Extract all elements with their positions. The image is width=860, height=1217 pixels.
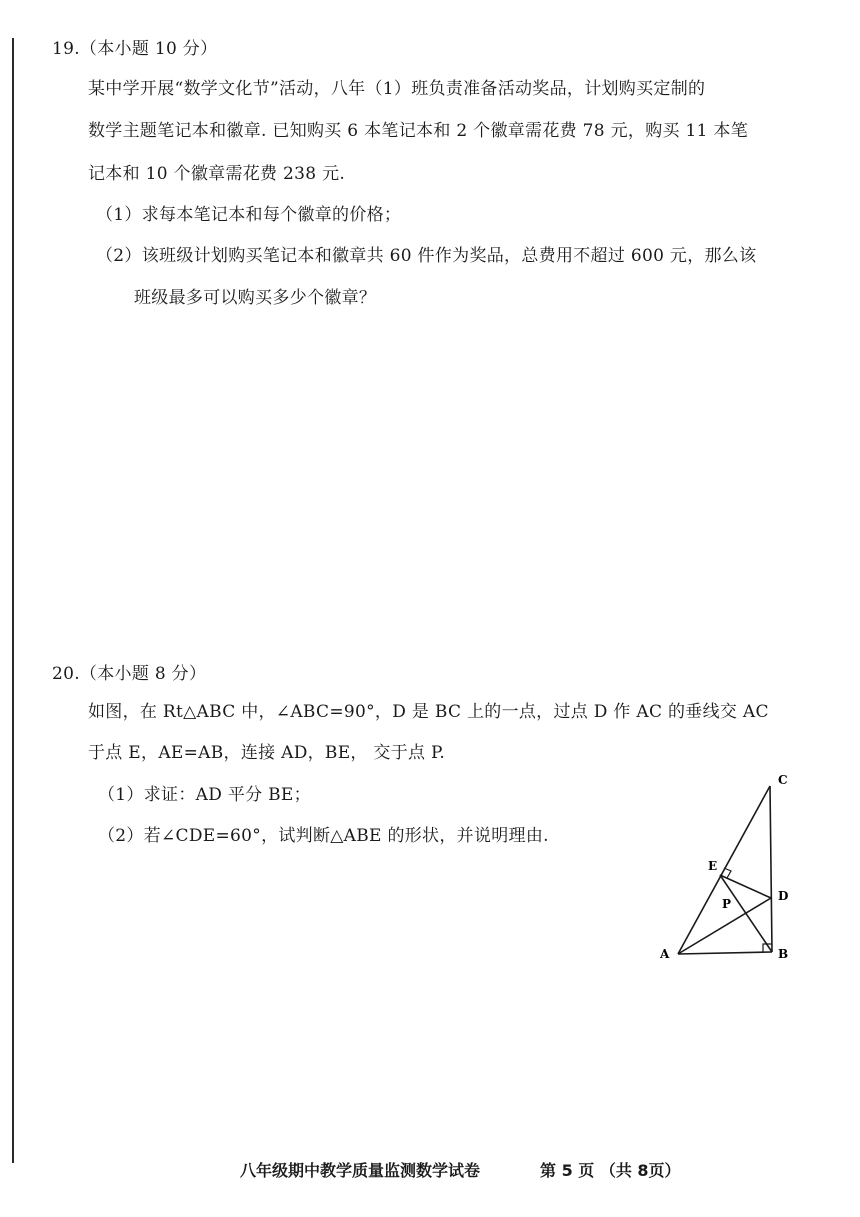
footer-title: 八年级期中教学质量监测数学试卷 [240,1161,481,1180]
footer-page-number: 第 5 页 （共 8页） [540,1161,681,1180]
triangle-figure [650,770,800,970]
label-a: A [660,947,670,961]
label-p: P [722,897,732,911]
label-b: B [778,947,789,961]
label-e: E [708,859,718,873]
label-c: C [778,773,788,787]
q20-header: 20.（本小题 8 分） [52,664,207,684]
segment-cb [770,786,772,952]
q19-stem-line-2: 数学主题笔记本和徽章. 已知购买 6 本笔记本和 2 个徽章需花费 78 元，购买 11 本笔 [88,121,749,141]
segment-ab [678,952,772,954]
q19-part-2-line-1: （2）该班级计划购买笔记本和徽章共 60 件作为奖品，总费用不超过 600 元，那么该 [96,246,757,266]
q20-part-1: （1）求证：AD 平分 BE； [98,785,311,805]
q20-part-2: （2）若∠CDE=60°，试判断△ABE 的形状，并说明理由. [98,826,549,846]
label-d: D [778,889,789,903]
q19-part-1: （1）求每本笔记本和每个徽章的价格； [96,205,402,225]
q20-stem-line-1: 如图，在 Rt△ABC 中，∠ABC=90°，D 是 BC 上的一点，过点 D 作 AC 的垂线交 AC [88,702,769,722]
q20-stem-line-2: 于点 E，AE=AB，连接 AD，BE， 交于点 P. [88,743,446,763]
binding-margin-line [12,38,14,1163]
q19-part-2-line-2: 班级最多可以购买多少个徽章？ [134,288,377,308]
q19-stem-line-1: 某中学开展“数学文化节”活动，八年（1）班负责准备活动奖品，计划购买定制的 [88,79,706,99]
q19-header: 19.（本小题 10 分） [52,39,218,59]
q19-stem-line-3: 记本和 10 个徽章需花费 238 元. [88,164,346,184]
